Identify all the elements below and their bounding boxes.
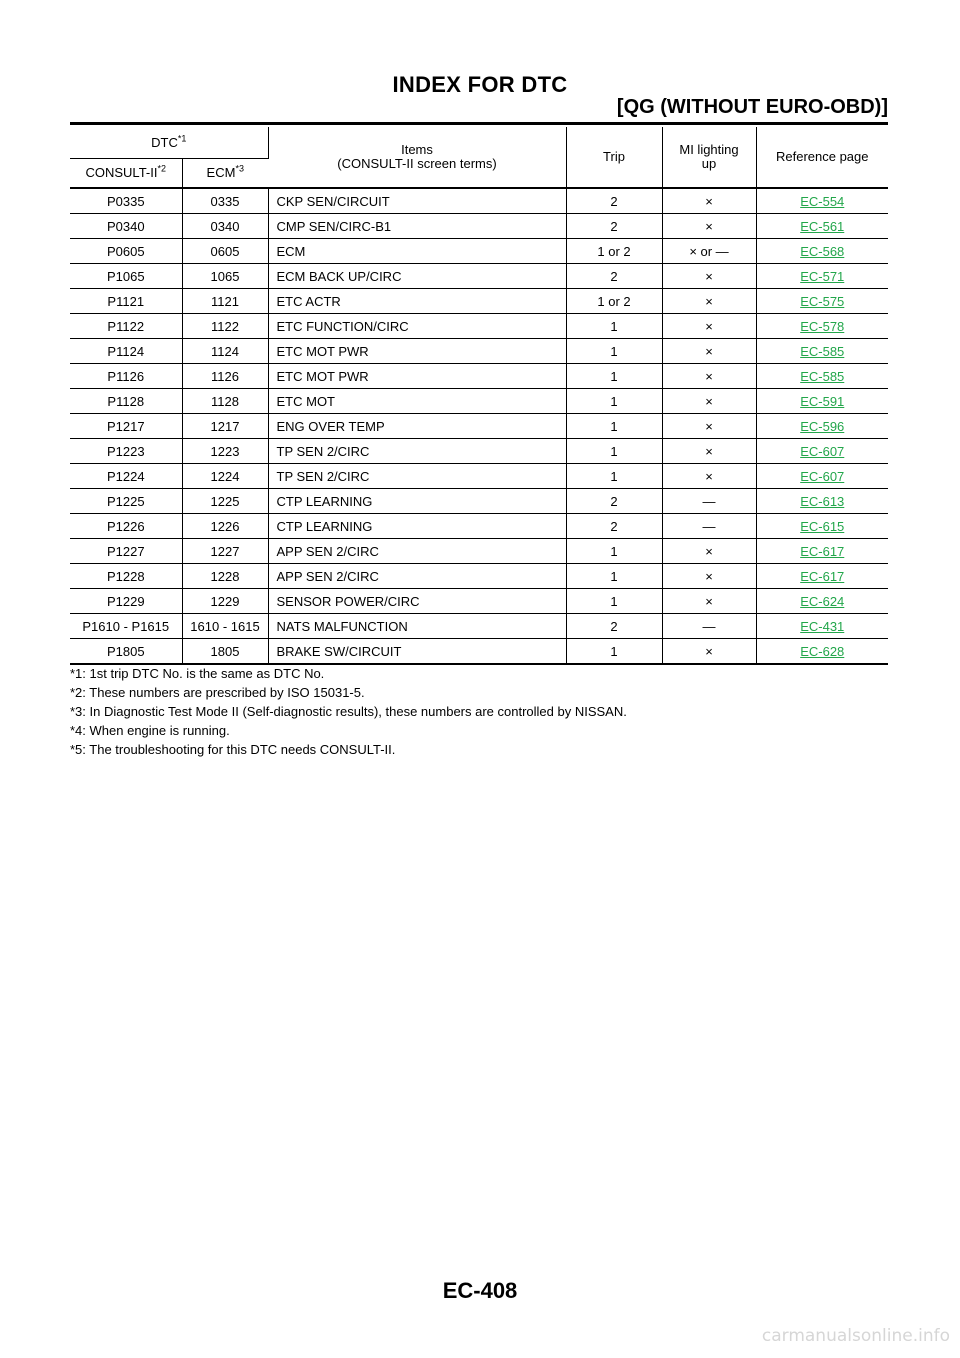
footnotes — [70, 664, 627, 759]
footnote-3: *3: In Diagnostic Test Mode II (Self-diagnostic results), these numbers are controlled by NISSAN. — [70, 704, 627, 719]
reference-page-link[interactable]: EC-596 — [800, 418, 845, 434]
trip-cell: 1 — [566, 564, 662, 589]
consult-code-cell: P1126 — [70, 364, 182, 389]
ecm-code-cell: 1610 - 1615 — [182, 614, 268, 639]
reference-cell — [756, 439, 888, 464]
consult-code-cell: P0340 — [70, 214, 182, 239]
trip-cell: 2 — [566, 614, 662, 639]
item-cell: BRAKE SW/CIRCUIT — [268, 639, 566, 665]
consult-code-cell: P0335 — [70, 188, 182, 214]
reference-cell — [756, 564, 888, 589]
ecm-code-cell: 0340 — [182, 214, 268, 239]
item-cell: SENSOR POWER/CIRC — [268, 589, 566, 614]
reference-cell — [756, 639, 888, 665]
trip-cell: 1 — [566, 464, 662, 489]
table-row — [70, 389, 888, 414]
reference-page-link[interactable]: EC-628 — [800, 643, 845, 659]
item-cell: ECM — [268, 239, 566, 264]
ecm-code-cell: 1124 — [182, 339, 268, 364]
reference-cell — [756, 314, 888, 339]
mil-cell: × — [662, 414, 756, 439]
trip-cell: 2 — [566, 489, 662, 514]
reference-cell — [756, 339, 888, 364]
mil-header-line2: up — [701, 156, 717, 171]
ecm-code-cell: 1122 — [182, 314, 268, 339]
mil-cell: × or — — [662, 239, 756, 264]
reference-page-link[interactable]: EC-575 — [800, 293, 845, 309]
consult-header-label: CONSULT-II — [85, 165, 158, 180]
item-cell: ETC FUNCTION/CIRC — [268, 314, 566, 339]
consult-code-cell: P1217 — [70, 414, 182, 439]
items-header — [268, 127, 566, 188]
reference-page-link[interactable]: EC-585 — [800, 343, 845, 359]
item-cell: APP SEN 2/CIRC — [268, 564, 566, 589]
item-cell: ETC MOT — [268, 389, 566, 414]
item-cell: ECM BACK UP/CIRC — [268, 264, 566, 289]
ecm-code-cell: 1229 — [182, 589, 268, 614]
header-rule — [70, 122, 888, 125]
reference-page-link[interactable]: EC-615 — [800, 518, 845, 534]
table-row — [70, 339, 888, 364]
footnote-4: *4: When engine is running. — [70, 723, 230, 738]
mil-cell: × — [662, 539, 756, 564]
mil-cell: — — [662, 514, 756, 539]
item-cell: CKP SEN/CIRCUIT — [268, 188, 566, 214]
page-title: INDEX FOR DTC — [392, 72, 568, 97]
ecm-code-cell: 1128 — [182, 389, 268, 414]
mil-cell: — — [662, 489, 756, 514]
table-row — [70, 464, 888, 489]
mil-cell: × — [662, 364, 756, 389]
consult-code-cell: P1610 - P1615 — [70, 614, 182, 639]
trip-cell: 1 or 2 — [566, 289, 662, 314]
mil-cell: × — [662, 264, 756, 289]
table-row — [70, 239, 888, 264]
table-row — [70, 539, 888, 564]
footnote-1: *1: 1st trip DTC No. is the same as DTC No. — [70, 666, 325, 681]
reference-cell — [756, 514, 888, 539]
trip-cell: 1 — [566, 414, 662, 439]
dtc-table-body — [70, 188, 888, 664]
reference-page-link[interactable]: EC-578 — [800, 318, 845, 334]
reference-page-link[interactable]: EC-591 — [800, 393, 845, 409]
mil-cell: × — [662, 439, 756, 464]
reference-page-link[interactable]: EC-571 — [800, 268, 845, 284]
dtc-index-table — [70, 127, 888, 665]
item-cell: APP SEN 2/CIRC — [268, 539, 566, 564]
item-cell: ETC MOT PWR — [268, 364, 566, 389]
item-cell: NATS MALFUNCTION — [268, 614, 566, 639]
ecm-code-cell: 1228 — [182, 564, 268, 589]
item-cell: TP SEN 2/CIRC — [268, 464, 566, 489]
dtc-header — [70, 127, 268, 159]
ecm-code-cell: 1226 — [182, 514, 268, 539]
item-cell: TP SEN 2/CIRC — [268, 439, 566, 464]
mil-cell: × — [662, 389, 756, 414]
table-row — [70, 214, 888, 239]
mil-cell: × — [662, 188, 756, 214]
mil-header-line1: MI lighting — [679, 142, 739, 157]
dtc-header-label: DTC — [151, 134, 178, 150]
ecm-header — [182, 159, 268, 189]
reference-cell — [756, 389, 888, 414]
reference-cell — [756, 289, 888, 314]
table-row — [70, 414, 888, 439]
ecm-code-cell: 1223 — [182, 439, 268, 464]
dtc-header-footnote: *1 — [177, 133, 187, 144]
consult-code-cell: P0605 — [70, 239, 182, 264]
ecm-code-cell: 1805 — [182, 639, 268, 665]
trip-cell: 1 — [566, 364, 662, 389]
reference-page-link[interactable]: EC-431 — [800, 618, 845, 634]
reference-cell — [756, 464, 888, 489]
reference-cell — [756, 539, 888, 564]
ecm-code-cell: 1227 — [182, 539, 268, 564]
reference-cell — [756, 214, 888, 239]
mil-cell: × — [662, 339, 756, 364]
consult-header — [70, 159, 182, 189]
mil-cell: × — [662, 289, 756, 314]
items-header-line2: (CONSULT-II screen terms) — [337, 156, 497, 171]
table-row — [70, 589, 888, 614]
consult-code-cell: P1226 — [70, 514, 182, 539]
mil-cell: × — [662, 564, 756, 589]
table-row — [70, 514, 888, 539]
reference-cell — [756, 264, 888, 289]
footnote-2: *2: These numbers are prescribed by ISO 15031-5. — [70, 685, 365, 700]
consult-code-cell: P1228 — [70, 564, 182, 589]
reference-page-link[interactable]: EC-561 — [800, 218, 845, 234]
reference-cell — [756, 614, 888, 639]
item-cell: ETC MOT PWR — [268, 339, 566, 364]
trip-cell: 1 — [566, 339, 662, 364]
mil-cell: × — [662, 464, 756, 489]
trip-cell: 1 — [566, 589, 662, 614]
table-row — [70, 614, 888, 639]
mil-cell: × — [662, 589, 756, 614]
consult-code-cell: P1224 — [70, 464, 182, 489]
mil-cell: × — [662, 314, 756, 339]
section-subtitle: [QG (WITHOUT EURO-OBD)] — [616, 96, 888, 118]
ecm-code-cell: 0335 — [182, 188, 268, 214]
reference-page-link[interactable]: EC-607 — [800, 468, 845, 484]
consult-header-footnote: *2 — [157, 163, 166, 174]
reference-cell — [756, 188, 888, 214]
reference-cell — [756, 239, 888, 264]
reference-page-link[interactable]: EC-624 — [800, 593, 845, 609]
ecm-code-cell: 1224 — [182, 464, 268, 489]
reference-cell — [756, 489, 888, 514]
trip-cell: 1 — [566, 389, 662, 414]
mil-cell: × — [662, 214, 756, 239]
item-cell: CTP LEARNING — [268, 514, 566, 539]
trip-cell: 1 or 2 — [566, 239, 662, 264]
reference-page-link[interactable]: EC-585 — [800, 368, 845, 384]
ecm-code-cell: 1126 — [182, 364, 268, 389]
table-row — [70, 289, 888, 314]
table-row — [70, 489, 888, 514]
table-row — [70, 564, 888, 589]
consult-code-cell: P1229 — [70, 589, 182, 614]
ecm-code-cell: 1065 — [182, 264, 268, 289]
consult-code-cell: P1065 — [70, 264, 182, 289]
trip-header: Trip — [566, 127, 662, 188]
item-cell: CMP SEN/CIRC-B1 — [268, 214, 566, 239]
watermark: carmanualsonline.info — [761, 1326, 950, 1346]
consult-code-cell: P1121 — [70, 289, 182, 314]
table-row — [70, 188, 888, 214]
trip-cell: 1 — [566, 439, 662, 464]
table-row — [70, 314, 888, 339]
ecm-header-footnote: *3 — [235, 163, 244, 174]
consult-code-cell: P1223 — [70, 439, 182, 464]
ecm-code-cell: 0605 — [182, 239, 268, 264]
consult-code-cell: P1805 — [70, 639, 182, 665]
reference-page-link[interactable]: EC-617 — [800, 543, 845, 559]
reference-page-link[interactable]: EC-554 — [800, 193, 845, 209]
trip-cell: 2 — [566, 188, 662, 214]
reference-page-link[interactable]: EC-607 — [800, 443, 845, 459]
reference-header: Reference page — [756, 127, 888, 188]
table-row — [70, 364, 888, 389]
trip-cell: 1 — [566, 314, 662, 339]
consult-code-cell: P1227 — [70, 539, 182, 564]
mil-header — [662, 127, 756, 188]
reference-cell — [756, 589, 888, 614]
trip-cell: 2 — [566, 264, 662, 289]
ecm-code-cell: 1217 — [182, 414, 268, 439]
mil-cell: — — [662, 614, 756, 639]
page-number: EC-408 — [442, 1278, 518, 1303]
reference-page-link[interactable]: EC-617 — [800, 568, 845, 584]
reference-cell — [756, 414, 888, 439]
table-row — [70, 639, 888, 665]
consult-code-cell: P1122 — [70, 314, 182, 339]
reference-page-link[interactable]: EC-613 — [800, 493, 845, 509]
ecm-code-cell: 1225 — [182, 489, 268, 514]
trip-cell: 1 — [566, 539, 662, 564]
consult-code-cell: P1225 — [70, 489, 182, 514]
ecm-header-label: ECM — [206, 165, 236, 180]
consult-code-cell: P1124 — [70, 339, 182, 364]
table-row — [70, 439, 888, 464]
item-cell: ENG OVER TEMP — [268, 414, 566, 439]
consult-code-cell: P1128 — [70, 389, 182, 414]
trip-cell: 2 — [566, 514, 662, 539]
ecm-code-cell: 1121 — [182, 289, 268, 314]
reference-cell — [756, 364, 888, 389]
items-header-line1: Items — [401, 142, 433, 157]
mil-cell: × — [662, 639, 756, 665]
item-cell: ETC ACTR — [268, 289, 566, 314]
reference-page-link[interactable]: EC-568 — [800, 243, 845, 259]
trip-cell: 1 — [566, 639, 662, 665]
footnote-5: *5: The troubleshooting for this DTC needs CONSULT-II. — [70, 742, 396, 757]
item-cell: CTP LEARNING — [268, 489, 566, 514]
table-row — [70, 264, 888, 289]
trip-cell: 2 — [566, 214, 662, 239]
